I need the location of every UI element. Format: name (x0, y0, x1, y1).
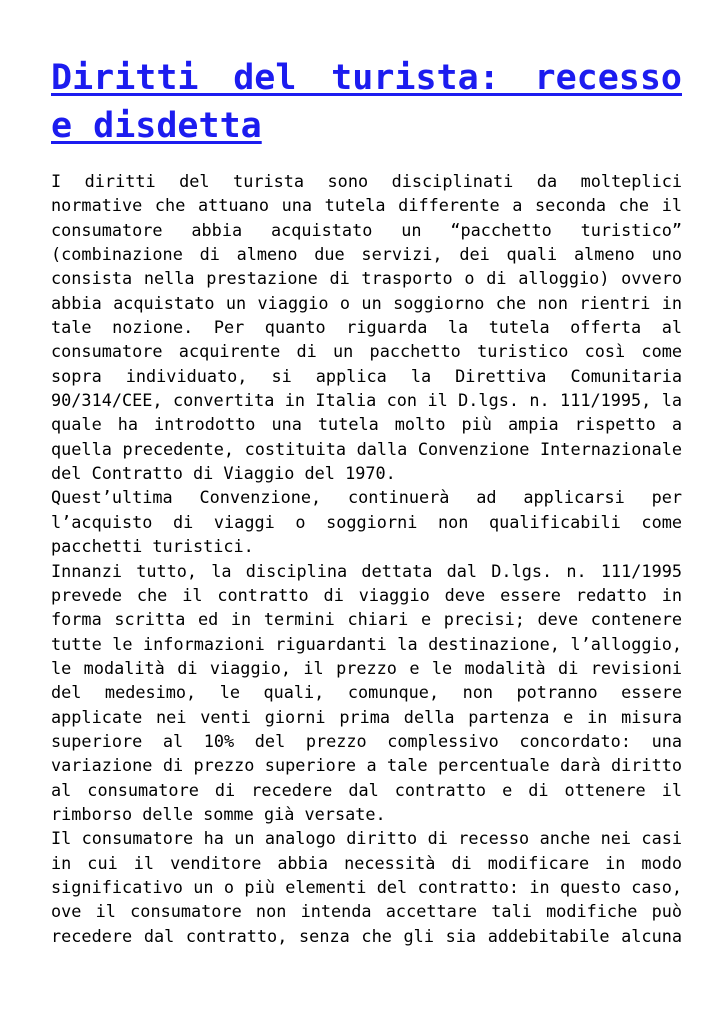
text-line: abbia acquistato un viaggio o un soggiorno che non rientri in (51, 292, 682, 313)
text-line: recedere dal contratto, senza che gli sia addebitabile alcuna (51, 925, 682, 946)
text-line: applicate nei venti giorni prima della partenza e in misura (51, 706, 682, 727)
text-line: quella precedente, costituita dalla Convenzione Internazionale (51, 438, 682, 459)
text-line: del medesimo, le quali, comunque, non potranno essere (51, 682, 682, 703)
text-line: forma scritta ed in termini chiari e precisi; deve contenere (51, 609, 682, 630)
title-line: Diritti del turista: recesso (51, 58, 682, 98)
text-line: I diritti del turista sono disciplinati da molteplici (51, 171, 682, 191)
paragraph (51, 559, 682, 827)
text-line: prevede che il contratto di viaggio deve essere redatto in (51, 584, 682, 605)
text-line: pacchetti turistici. (51, 536, 254, 557)
title-line: e disdetta (51, 106, 262, 146)
text-line: sopra individuato, si applica la Direttiva Comunitaria (51, 365, 682, 386)
document-body (51, 169, 682, 948)
text-line: quale ha introdotto una tutela molto più ampia rispetto a (51, 414, 682, 435)
text-line: al consumatore di recedere dal contratto e di ottenere il (51, 779, 682, 800)
text-line: Innanzi tutto, la disciplina dettata dal D.lgs. n. 111/1995 (51, 560, 682, 581)
text-line: superiore al 10% del prezzo complessivo concordato: una (51, 730, 682, 751)
text-line: consumatore acquirente di un pacchetto turistico così come (51, 341, 682, 362)
text-line: (combinazione di almeno due servizi, dei quali almeno uno (51, 244, 682, 265)
paragraph (51, 826, 682, 948)
text-line: 90/314/CEE, convertita in Italia con il D.lgs. n. 111/1995, la (51, 390, 682, 411)
text-line: le modalità di viaggio, il prezzo e le modalità di revisioni (51, 657, 682, 678)
text-line: Il consumatore ha un analogo diritto di recesso anche nei casi (51, 828, 682, 849)
text-line: in cui il venditore abbia necessità di modificare in modo (51, 852, 682, 873)
text-line: tale nozione. Per quanto riguarda la tutela offerta al (51, 317, 682, 338)
page-content (51, 54, 682, 948)
text-line: variazione di prezzo superiore a tale percentuale darà diritto (51, 755, 682, 776)
text-line: consista nella prestazione di trasporto o di alloggio) ovvero (51, 268, 682, 289)
text-line: rimborso delle somme già versate. (51, 803, 386, 824)
paragraph (51, 169, 682, 485)
paragraph (51, 485, 682, 558)
text-line: l’acquisto di viaggi o soggiorni non qualificabili come (51, 511, 682, 532)
text-line: del Contratto di Viaggio del 1970. (51, 463, 396, 484)
text-line: ove il consumatore non intenda accettare tali modifiche può (51, 901, 682, 922)
text-line: Quest’ultima Convenzione, continuerà ad applicarsi per (51, 487, 682, 508)
text-line: normative che attuano una tutela differente a seconda che il (51, 195, 682, 216)
text-line: consumatore abbia acquistato un “pacchetto turistico” (51, 219, 682, 240)
document-title[interactable] (51, 54, 682, 150)
text-line: tutte le informazioni riguardanti la destinazione, l’alloggio, (51, 633, 682, 654)
text-line: significativo un o più elementi del contratto: in questo caso, (51, 876, 682, 897)
